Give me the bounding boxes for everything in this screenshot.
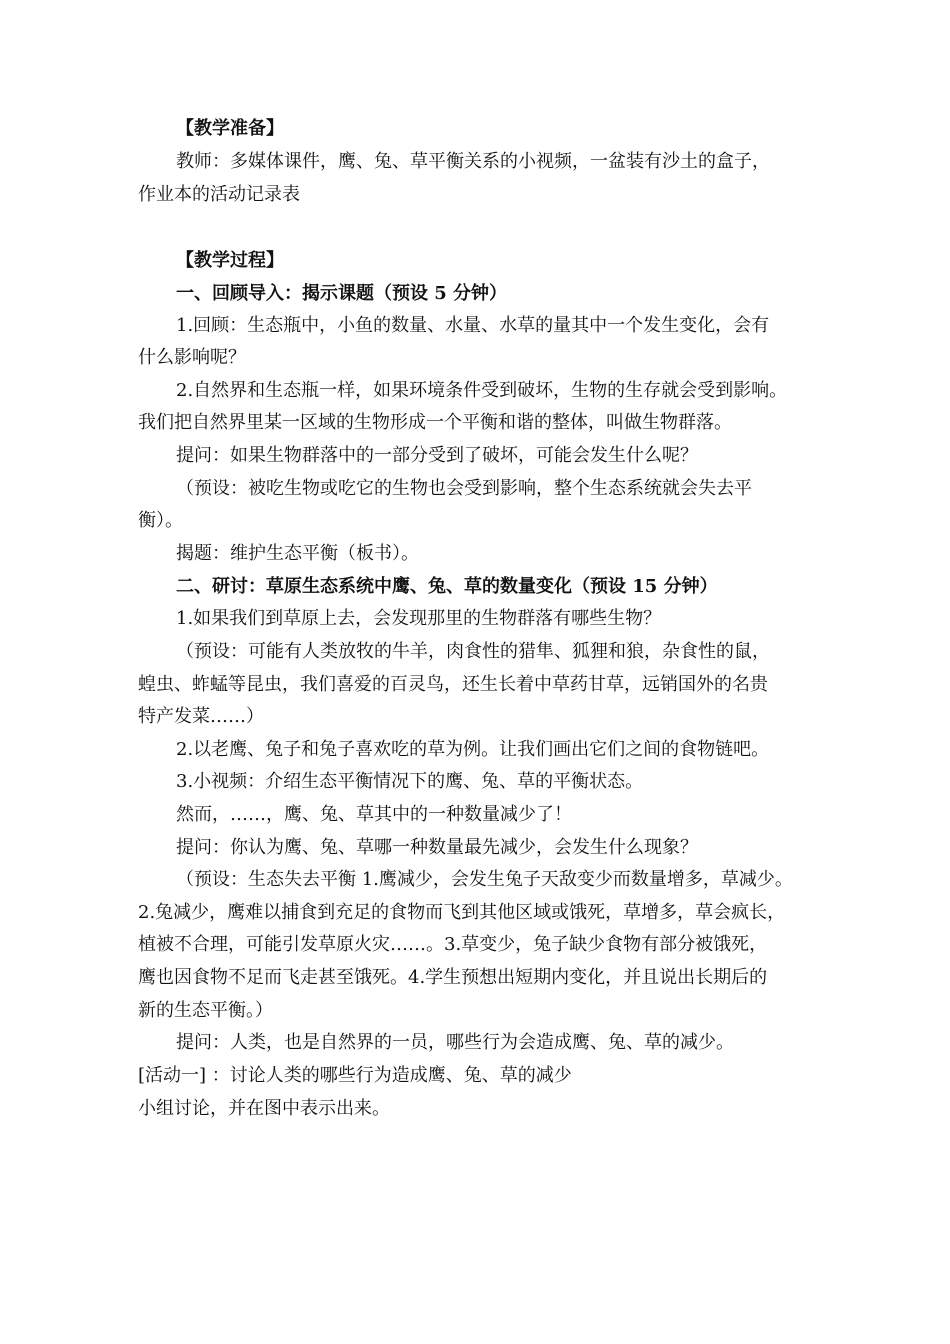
paragraph-line: 鹰也因食物不足而飞走甚至饿死。4.学生预想出短期内变化，并且说出长期后的 <box>138 967 768 988</box>
paragraph-line: 提问：人类，也是自然界的一员，哪些行为会造成鹰、兔、草的减少。 <box>176 1032 734 1053</box>
paragraph-line: 新的生态平衡。） <box>138 1000 273 1021</box>
part2-title: 二、研讨：草原生态系统中鹰、兔、草的数量变化（预设 15 分钟） <box>176 576 718 597</box>
paragraph-line: 2.兔减少，鹰难以捕食到充足的食物而飞到其他区域或饿死，草增多，草会疯长， <box>138 902 786 923</box>
paragraph-line: 提问：如果生物群落中的一部分受到了破坏，可能会发生什么呢？ <box>176 445 698 466</box>
paragraph-line: （预设：生态失去平衡 1.鹰减少，会发生兔子天敌变少而数量增多，草减少。 <box>176 869 793 890</box>
paragraph-line: 揭题：维护生态平衡（板书）。 <box>176 543 419 564</box>
paragraph-line: 1.回顾：生态瓶中，小鱼的数量、水量、水草的量其中一个发生变化，会有 <box>176 315 770 336</box>
paragraph-line: 植被不合理，可能引发草原火灾……。3.草变少，兔子缺少食物有部分被饿死， <box>138 934 768 955</box>
paragraph-line: 小组讨论，并在图中表示出来。 <box>138 1098 390 1119</box>
paragraph-line: 衡）。 <box>138 510 183 531</box>
paragraph-line: 1.如果我们到草原上去，会发现那里的生物群落有哪些生物？ <box>176 608 662 629</box>
prep-heading: 【教学准备】 <box>176 118 284 139</box>
teacher-prep-line-2: 作业本的活动记录表 <box>138 184 300 205</box>
paragraph-line: 然而，……，鹰、兔、草其中的一种数量减少了！ <box>176 804 572 825</box>
paragraph-line: 什么影响呢？ <box>138 347 246 368</box>
activity-one-label: [活动一] ：讨论人类的哪些行为造成鹰、兔、草的减少 <box>138 1065 572 1086</box>
paragraph-line: 我们把自然界里某一区域的生物形成一个平衡和谐的整体，叫做生物群落。 <box>138 412 732 433</box>
paragraph-line: （预设：被吃生物或吃它的生物也会受到影响，整个生态系统就会失去平 <box>176 478 752 499</box>
paragraph-line: 3.小视频：介绍生态平衡情况下的鹰、兔、草的平衡状态。 <box>176 771 644 792</box>
paragraph-line: 2.以老鹰、兔子和兔子喜欢吃的草为例。让我们画出它们之间的食物链吧。 <box>176 739 770 760</box>
part1-title: 一、回顾导入：揭示课题（预设 5 分钟） <box>176 283 508 304</box>
paragraph-line: （预设：可能有人类放牧的牛羊，肉食性的猎隼、狐狸和狼，杂食性的鼠， <box>176 641 770 662</box>
teacher-prep-line-1: 教师：多媒体课件，鹰、兔、草平衡关系的小视频，一盆装有沙土的盒子， <box>176 151 770 172</box>
paragraph-line: 提问：你认为鹰、兔、草哪一种数量最先减少，会发生什么现象？ <box>176 837 698 858</box>
paragraph-line: 2.自然界和生态瓶一样，如果环境条件受到破坏，生物的生存就会受到影响。 <box>176 380 788 401</box>
process-heading: 【教学过程】 <box>176 250 284 271</box>
paragraph-line: 蝗虫、蚱蜢等昆虫，我们喜爱的百灵鸟，还生长着中草药甘草，远销国外的名贵 <box>138 674 768 695</box>
paragraph-line: 特产发菜……） <box>138 706 264 727</box>
